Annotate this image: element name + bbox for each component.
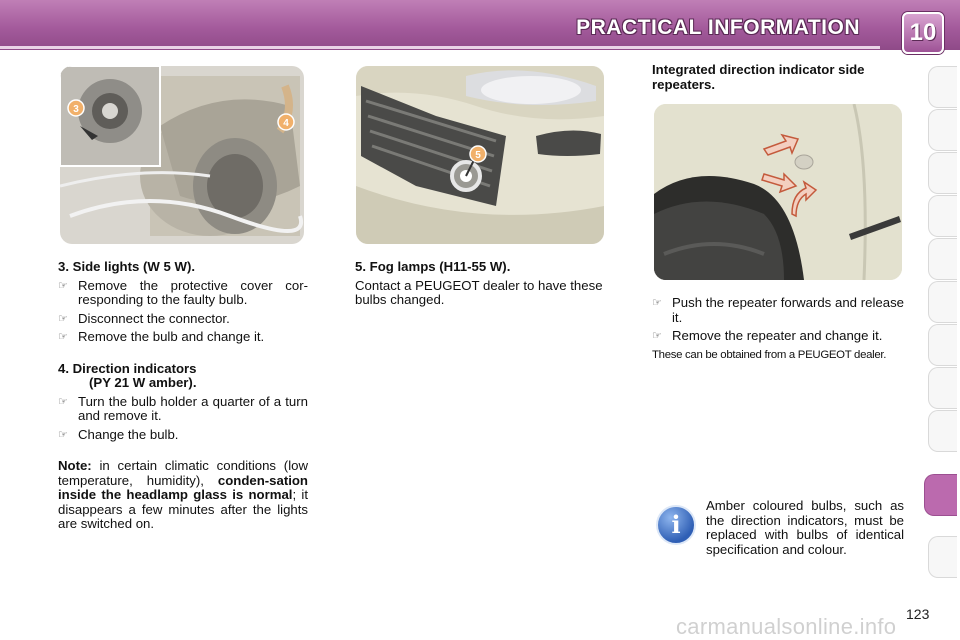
chapter-tab[interactable] bbox=[928, 109, 957, 151]
side-repeater-photo bbox=[654, 104, 902, 280]
note-text: in certain climatic conditions (low temperature, humidity), bbox=[58, 458, 308, 488]
callout-5: 5 bbox=[475, 150, 481, 161]
chapter-tab[interactable] bbox=[928, 195, 957, 237]
chapter-tab[interactable] bbox=[928, 238, 957, 280]
pointing-hand-icon: ☞ bbox=[58, 312, 68, 325]
bullet-text: Push the repeater forwards and release it. bbox=[672, 295, 904, 325]
page-title: PRACTICAL INFORMATION bbox=[576, 16, 860, 39]
info-text: Amber coloured bulbs, such as the direction indicators, must be replaced with bulbs of identical specification and colour. bbox=[706, 498, 904, 557]
callout-4: 4 bbox=[283, 118, 289, 129]
headlamp-rear-photo bbox=[60, 66, 304, 244]
column-left bbox=[58, 260, 308, 532]
pointing-hand-icon: ☞ bbox=[58, 331, 68, 343]
column-right-title bbox=[652, 63, 904, 92]
dealer-note: These can be obtained from a PEUGEOT dealer. bbox=[652, 348, 887, 361]
bullet-text: Remove the repeater and change it. bbox=[672, 328, 883, 343]
column-middle bbox=[355, 260, 607, 308]
chapter-tab[interactable] bbox=[928, 367, 957, 409]
chapter-tab[interactable] bbox=[928, 324, 957, 366]
chapter-tab[interactable] bbox=[928, 281, 957, 323]
bullet-text: Turn the bulb holder a quarter of a turn and remove it. bbox=[78, 393, 308, 423]
bullet-text: Remove the bulb and change it. bbox=[78, 329, 265, 344]
chapter-tab[interactable] bbox=[928, 152, 957, 194]
chapter-badge: 10 bbox=[902, 12, 944, 54]
list-item bbox=[58, 312, 308, 327]
callout-3: 3 bbox=[73, 104, 79, 115]
list-item bbox=[58, 395, 308, 424]
bullet-text: Remove the protective cover cor-responding to the faulty bulb. bbox=[78, 277, 308, 307]
fog-lamp-photo bbox=[356, 66, 604, 244]
chapter-tab[interactable] bbox=[928, 66, 957, 108]
section-3-title: 3. Side lights (W 5 W). bbox=[58, 259, 196, 274]
chapter-tab[interactable] bbox=[928, 536, 957, 578]
section-5-text: Contact a PEUGEOT dealer to have these bulbs changed. bbox=[355, 277, 603, 307]
note-paragraph bbox=[58, 459, 308, 532]
list-item bbox=[58, 330, 308, 345]
pointing-hand-icon: ☞ bbox=[652, 297, 662, 309]
section-4-title: 4. Direction indicators bbox=[58, 360, 197, 376]
chapter-tab[interactable] bbox=[928, 410, 957, 452]
pointing-hand-icon: ☞ bbox=[58, 428, 68, 441]
page-number: 123 bbox=[906, 606, 930, 622]
repeater-title: Integrated direction indicator side repeaters. bbox=[652, 62, 865, 92]
bullet-text: Change the bulb. bbox=[78, 426, 179, 442]
pointing-hand-icon: ☞ bbox=[652, 330, 662, 342]
list-item bbox=[652, 296, 904, 325]
column-right bbox=[652, 296, 904, 362]
pointing-hand-icon: ☞ bbox=[58, 279, 68, 292]
chapter-tab-active[interactable] bbox=[924, 474, 957, 516]
note-label: Note: bbox=[58, 458, 92, 473]
list-item bbox=[652, 329, 904, 344]
note-emphasis: conden-sation inside the headlamp glass is normal bbox=[58, 472, 308, 502]
note-text: ; it disappears a few minutes after the lights are switched on. bbox=[58, 487, 308, 531]
section-4-subtitle: (PY 21 W amber). bbox=[89, 375, 197, 390]
list-item bbox=[58, 428, 308, 443]
header-rule bbox=[0, 46, 880, 49]
info-icon: i bbox=[656, 505, 696, 545]
watermark: carmanualsonline.info bbox=[676, 614, 897, 639]
pointing-hand-icon: ☞ bbox=[58, 395, 68, 408]
chapter-tabs bbox=[928, 66, 960, 576]
section-5-title: 5. Fog lamps (H11-55 W). bbox=[355, 259, 511, 274]
list-item bbox=[58, 279, 308, 308]
bullet-text: Disconnect the connector. bbox=[78, 310, 230, 326]
